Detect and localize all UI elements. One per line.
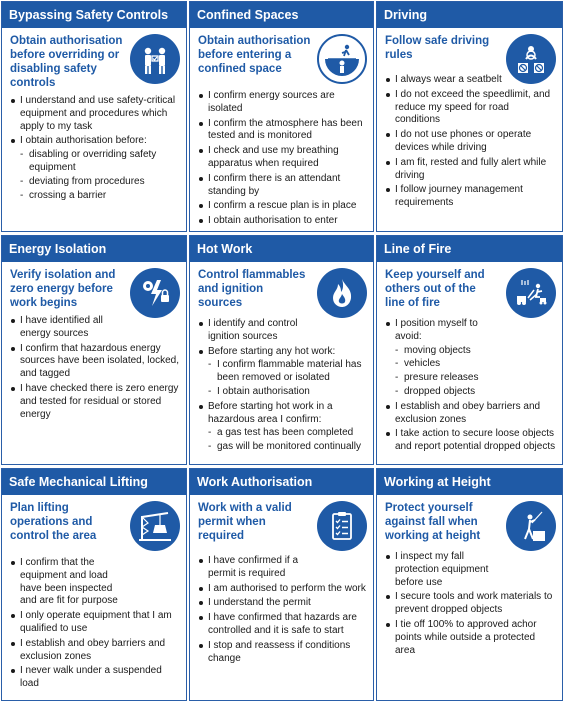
- card-items: [10, 557, 120, 608]
- list-item: I obtain authorisation to enter: [198, 215, 367, 228]
- list-item: I am authorised to perform the work: [198, 583, 367, 596]
- two-people-authorisation-icon: [130, 34, 180, 84]
- card-energy-isolation: [1, 235, 187, 465]
- card-items: [385, 318, 507, 399]
- list-item: I understand the permit: [198, 597, 367, 610]
- card-items-continued: [385, 591, 556, 657]
- list-item: Before starting hot work in a hazardous area I confirm: - a gas test has been completed - gas will be monitored continually: [198, 401, 367, 454]
- list-item: I confirm that hazardous energy sources have been isolated, locked, and tagged: [10, 343, 180, 381]
- card-safe-mechanical-lifting: [1, 468, 187, 701]
- card-items-continued: [10, 343, 180, 422]
- card-title: Energy Isolation: [2, 236, 186, 262]
- list-item: Before starting any hot work: - I confirm flammable material has been removed or isolated - I obtain authorisation: [198, 346, 367, 399]
- card-subtitle: Keep yourself and others out of the line of fire: [385, 269, 485, 309]
- tethered-worker-icon: [506, 501, 556, 551]
- sub-list-item: - dropped objects: [395, 386, 507, 399]
- list-item: I do not use phones or operate devices while driving: [385, 129, 556, 155]
- sub-list-item: - crossing a barrier: [20, 190, 180, 203]
- list-item: I do not exceed the speedlimit, and reduce my speed for road conditions: [385, 89, 556, 127]
- list-item: I am fit, rested and fully alert while driving: [385, 157, 556, 183]
- card-subtitle: Verify isolation and zero energy before work begins: [10, 269, 116, 309]
- list-item: I always wear a seatbelt: [385, 74, 505, 87]
- list-item: I confirm the atmosphere has been tested and is monitored: [198, 118, 367, 144]
- confined-space-entry-icon: [317, 34, 367, 84]
- list-item: I check and use my breathing apparatus when required: [198, 145, 367, 171]
- card-hot-work: [189, 235, 374, 465]
- sub-list-item: - presure releases: [395, 372, 507, 385]
- lockout-energy-icon: [130, 268, 180, 318]
- list-item: I understand and use safety-critical equipment and procedures which apply to my task: [10, 95, 180, 133]
- list-item: I confirm energy sources are isolated: [198, 90, 367, 116]
- list-item: I identify and control ignition sources: [198, 318, 318, 344]
- list-item: I position myself to avoid: - moving objects - vehicles - presure releases - dropped objects: [385, 318, 507, 399]
- list-item: I establish and obey barriers and exclusion zones: [10, 638, 180, 664]
- flame-icon: [317, 268, 367, 318]
- card-subtitle: Protect yourself against fall when working at height: [385, 502, 481, 542]
- list-item: I have identified all energy sources: [10, 315, 128, 341]
- sub-list-item: - gas will be monitored continually: [208, 441, 367, 454]
- list-item: I tie off 100% to approved achor points while outside a protected area: [385, 619, 556, 657]
- list-item: I secure tools and work materials to prevent dropped objects: [385, 591, 556, 617]
- sub-list-item: - I confirm flammable material has been removed or isolated: [208, 359, 367, 385]
- list-item: I follow journey management requirements: [385, 184, 556, 210]
- card-confined-spaces: [189, 1, 374, 232]
- list-item: I confirm there is an attendant standing by: [198, 173, 367, 199]
- card-title: Line of Fire: [377, 236, 562, 262]
- sub-list-item: - deviating from procedures: [20, 176, 180, 189]
- list-item: I only operate equipment that I am qualified to use: [10, 610, 180, 636]
- life-saving-rules-grid: [1, 1, 563, 701]
- card-items: [198, 90, 367, 228]
- list-item: I never walk under a suspended load: [10, 665, 180, 691]
- driver-seatbelt-no-phone-icon: [506, 34, 556, 84]
- card-title: Confined Spaces: [190, 2, 373, 28]
- sub-list-item: - disabling or overriding safety equipment: [20, 149, 180, 175]
- list-item: I have confirmed that hazards are controlled and it is safe to start: [198, 612, 367, 638]
- list-item: I confirm that the equipment and load have been inspected and are fit for purpose: [10, 557, 120, 608]
- card-driving: [376, 1, 563, 232]
- card-subtitle: Work with a valid permit when required: [198, 502, 292, 542]
- card-items: [385, 74, 505, 87]
- sub-list-item: - moving objects: [395, 345, 507, 358]
- card-subtitle: Plan lifting operations and control the area: [10, 502, 97, 542]
- card-title: Safe Mechanical Lifting: [2, 469, 186, 495]
- crane-load-icon: [130, 501, 180, 551]
- sub-list-item: - a gas test has been completed: [208, 427, 367, 440]
- card-items: [385, 551, 500, 589]
- line-of-fire-hazards-icon: [506, 268, 556, 318]
- card-work-authorisation: [189, 468, 374, 701]
- card-title: Bypassing Safety Controls: [2, 2, 186, 28]
- list-item: I have confirmed if a permit is required: [198, 555, 310, 581]
- card-bypassing-safety-controls: [1, 1, 187, 232]
- card-title: Work Authorisation: [190, 469, 373, 495]
- list-item: I obtain authorisation before: - disabling or overriding safety equipment - deviating from procedures - crossing a barrier: [10, 135, 180, 202]
- list-item: I have checked there is zero energy and tested for residual or stored energy: [10, 383, 180, 421]
- card-items-continued: [385, 401, 556, 454]
- list-item: I take action to secure loose objects and report potential dropped objects: [385, 428, 556, 454]
- card-items-continued: [385, 89, 556, 210]
- card-items: [10, 315, 128, 341]
- card-items-continued: [198, 583, 367, 666]
- card-subtitle: Control flammables and ignition sources: [198, 269, 306, 309]
- list-item: I stop and reassess if conditions change: [198, 640, 367, 666]
- card-items: [10, 95, 180, 202]
- card-subtitle: Obtain authorisation before entering a confined space: [198, 35, 311, 75]
- card-items: [198, 555, 310, 581]
- list-item: I inspect my fall protection equipment before use: [385, 551, 500, 589]
- card-items-continued: [198, 346, 367, 454]
- card-title: Working at Height: [377, 469, 562, 495]
- card-subtitle: Obtain authorisation before overriding or disabling safety controls: [10, 35, 123, 89]
- card-title: Driving: [377, 2, 562, 28]
- sub-list-item: - vehicles: [395, 358, 507, 371]
- card-working-at-height: [376, 468, 563, 701]
- card-title: Hot Work: [190, 236, 373, 262]
- card-items-continued: [10, 610, 180, 691]
- sub-list-item: - I obtain authorisation: [208, 386, 367, 399]
- list-item: I establish and obey barriers and exclusion zones: [385, 401, 556, 427]
- card-line-of-fire: [376, 235, 563, 465]
- card-items: [198, 318, 318, 344]
- list-item: I confirm a rescue plan is in place: [198, 200, 367, 213]
- permit-checklist-icon: [317, 501, 367, 551]
- card-subtitle: Follow safe driving rules: [385, 35, 490, 61]
